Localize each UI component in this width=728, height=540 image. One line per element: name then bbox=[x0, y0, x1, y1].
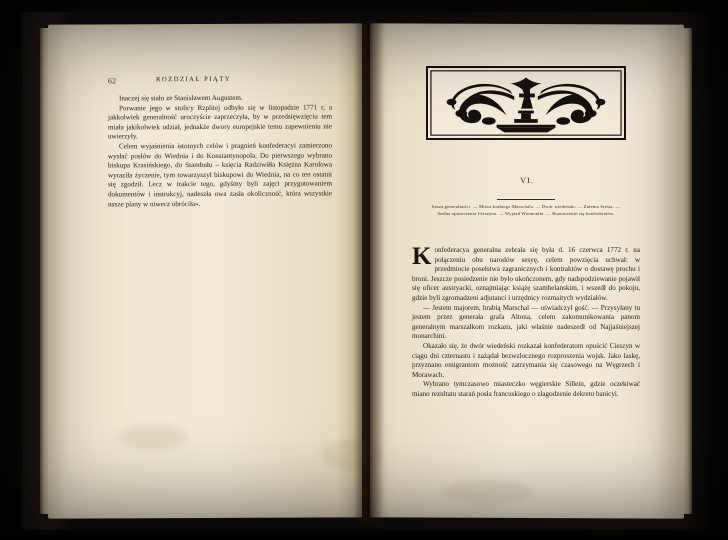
chapter-number: VI. bbox=[520, 175, 534, 186]
chapter-argument bbox=[412, 196, 640, 217]
right-page-text bbox=[412, 243, 640, 400]
argument-rule-top bbox=[497, 199, 555, 200]
paragraph: Wybrano tymczasowo miasteczko węgierskie Sillein, gdzie oczekiwać miano rezultatu starań posła francuskiego o złagodzenie dekretu banicyi. bbox=[412, 380, 640, 398]
paragraph: — Jestem majorem, hrabią Marschal — oświadczył gość. — Przysyłany tu jestem przez generała grafa Altona, celem zakomunikowania panom generalnym marszałkom rozkazu, jaki właśnie nadeszedł od Najjaśniejszej monarchini. bbox=[412, 303, 640, 341]
drop-cap: K bbox=[412, 243, 432, 270]
book-gutter-shadow bbox=[354, 22, 384, 522]
paragraph: Porwanie jego w stolicy Rzplitej odbyło się w listopadzie 1771 r, a jakkolwiek generalność uroczyście zaprzeczyła, by w przedsięwzięciu tem miała jakikolwiek udział, jednakże dwory europejskie temu zapewnieniu nie uwierzyły. bbox=[108, 103, 332, 141]
page-number-left: 62 bbox=[108, 76, 117, 86]
paper-stain bbox=[118, 424, 188, 450]
paragraph: Celem wyjaśnienia istotnych celów i pragnień konfederacyi zamierzono wysłać posłów do Wiednia i do Konstantynopola. Do pierwszego wybrano biskupa Krasińskiego, do Stambułu – księcia Radziwiłła Księżna Karolowa wyraziła życzenie, tym towarzyszył biskupowi do Wiednia, na co ten ostatni się zgodził. Lecz w trakcie tego, gdyśmy byli zajęci przygotowaniem dokumentów i instrukcyj, nadeszła owa zasła okoliczność, która wszystkie nasze plany w niwecz obróciła». bbox=[108, 141, 332, 208]
left-page-text bbox=[108, 93, 332, 209]
open-book bbox=[22, 10, 708, 532]
argument-line: Sasza generalności. — Mowa krabiego Marschala. — Dwór wiedeński. — Zniema Sresta. — bbox=[431, 204, 621, 209]
argument-line: Sasłaz opuszczenia Cieszyna. — Wyjazd Wiemoniła. — Rozrzucenie się konfederatów. bbox=[437, 211, 615, 216]
paragraph-text: onfederacya generalna zebrała się była d. 16 czerwca 1772 r. na połączeniu obu narodów sesyę, celem powzięcia uchwał: w przedmiocie posełstwa zagranicznych i kontraktów o dostawę prochu i broni. Jeszcze posiedzenie nie było ukończonem, gdy nadspodziewanie pojawił się oficer austryacki, oznajmiając książę szambelanskim, i wszedł do pokoju, gdzie byli zgromadzeni adjutanci i urzędnicy rozmaitych wydziałów. bbox=[412, 246, 640, 302]
running-head-left: ROZDZIAŁ PIĄTY bbox=[156, 75, 232, 84]
paragraph bbox=[412, 243, 640, 304]
table-surface bbox=[0, 530, 728, 540]
paragraph: Inaczej się stało ze Stanisławem Augustem. bbox=[119, 93, 243, 103]
left-page bbox=[48, 23, 362, 518]
paragraph: Okazało się, że dwór wiedeński rozkazał konfederatom opuścić Cieszyn w ciągu dni czternastu i zażądał bezwzlocznego rozproszenia wojsk. Jako łaskę, przyznano emigrantom możność zatrzymania się czasowego na Węgrzech i Morawach. bbox=[412, 341, 640, 379]
floral-headpiece-ornament-icon bbox=[426, 66, 626, 140]
